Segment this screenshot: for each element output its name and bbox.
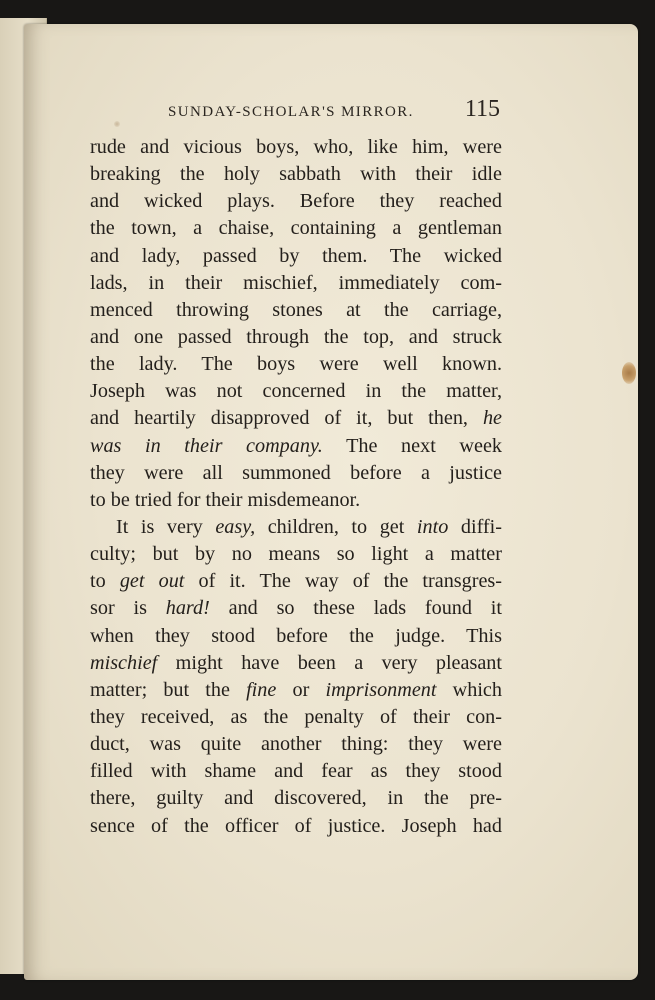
italic-run: get out xyxy=(119,570,185,593)
italic-run: mischief xyxy=(90,651,158,674)
text-line: to be tried for their misdemeanor. xyxy=(90,488,361,511)
body-text xyxy=(90,134,502,840)
text-line xyxy=(90,568,502,595)
text-run: sor is xyxy=(90,597,166,620)
text-line: breaking the holy sabbath with their idle xyxy=(90,163,502,186)
italic-run: hard! xyxy=(165,597,210,620)
text-run: to xyxy=(90,570,120,593)
text-line: menced throwing stones at the carriage, xyxy=(90,298,502,321)
running-head xyxy=(88,96,504,128)
text-run: It is very xyxy=(116,515,216,538)
text-line: the lady. The boys were well known. xyxy=(90,353,502,376)
text-run: and heartily disapproved of it, but then, xyxy=(90,407,483,430)
text-line: the town, a chaise, containing a gentleman xyxy=(90,217,502,240)
italic-run: into xyxy=(416,515,449,538)
page-stain xyxy=(622,362,636,384)
text-line: lads, in their mischief, immediately com- xyxy=(90,271,502,294)
text-run: children, to get xyxy=(255,515,417,538)
text-run: The next week xyxy=(322,434,502,457)
text-line: culty; but by no means so light a matter xyxy=(90,543,502,566)
text-run: matter; but the xyxy=(90,678,247,701)
text-run: or xyxy=(276,678,326,701)
text-line xyxy=(90,650,502,677)
text-line: and wicked plays. Before they reached xyxy=(90,190,502,213)
italic-run: he xyxy=(482,407,502,430)
text-run: and so these lads found it xyxy=(209,597,502,620)
italic-run: fine xyxy=(246,678,277,701)
text-line: duct, was quite another thing: they were xyxy=(90,733,502,756)
text-line: and one passed through the top, and struck xyxy=(90,325,502,348)
italic-run: easy, xyxy=(215,515,256,538)
text-line: Joseph was not concerned in the matter, xyxy=(90,380,502,403)
text-line xyxy=(90,405,502,432)
text-line: there, guilty and discovered, in the pre- xyxy=(90,787,502,810)
text-run: which xyxy=(436,678,502,701)
text-line: they received, as the penalty of their con- xyxy=(90,705,502,728)
text-line xyxy=(90,677,502,704)
text-line: sence of the officer of justice. Joseph had xyxy=(90,814,502,837)
text-line: rude and vicious boys, who, like him, were xyxy=(90,136,502,158)
text-run: of it. The way of the transgres- xyxy=(184,570,503,593)
text-line: when they stood before the judge. This xyxy=(90,624,502,647)
italic-run: was in their company. xyxy=(90,434,323,457)
italic-run: imprisonment xyxy=(325,678,437,701)
text-line xyxy=(90,595,502,622)
text-run: diffi- xyxy=(448,515,502,538)
text-line xyxy=(90,514,502,541)
running-title: SUNDAY-SCHOLAR'S MIRROR. xyxy=(168,104,414,120)
text-line: and lady, passed by them. The wicked xyxy=(90,244,502,267)
page-number: 115 xyxy=(464,96,500,122)
text-line xyxy=(90,433,502,460)
text-run: might have been a very pleasant xyxy=(157,651,502,674)
text-line: filled with shame and fear as they stood xyxy=(90,760,502,783)
text-line: they were all summoned before a justice xyxy=(90,461,502,484)
